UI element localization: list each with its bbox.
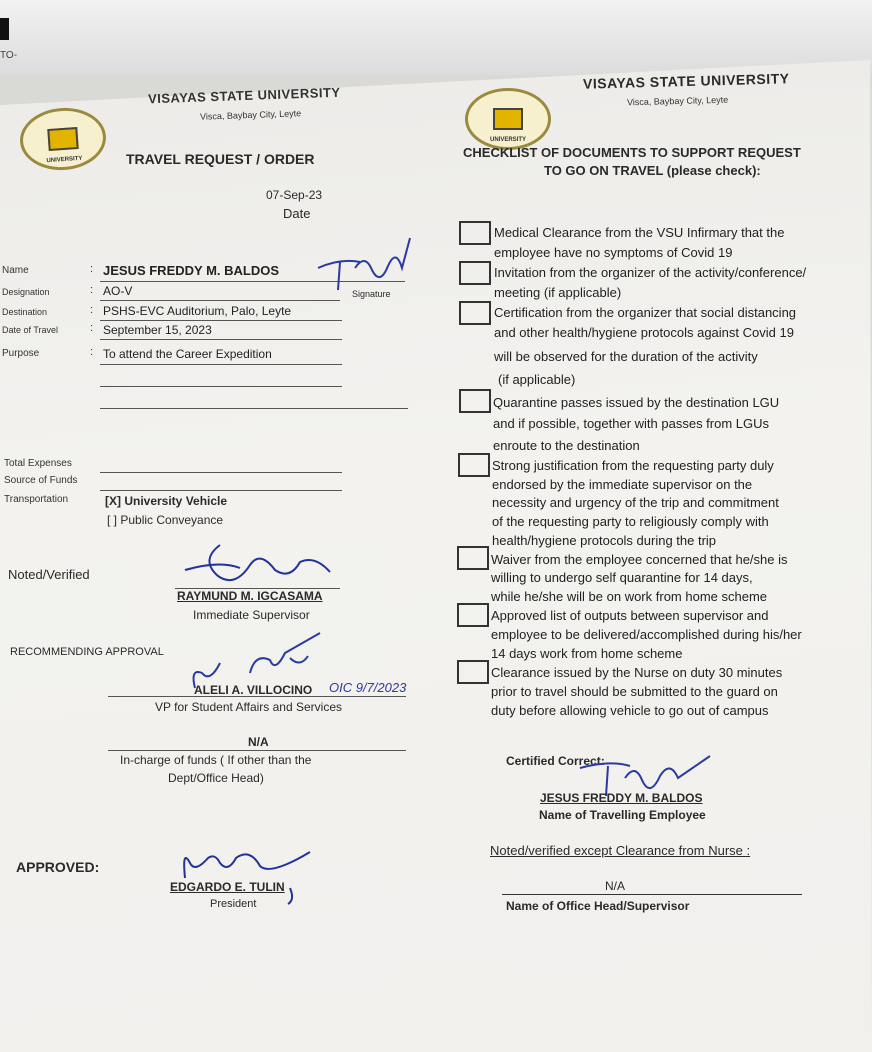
checklist-item-8-line-3: duty before allowing vehicle to go out of campus	[491, 703, 769, 718]
vp-handwritten-note: OIC 9/7/2023	[329, 680, 407, 695]
checkbox-strong-justification[interactable]	[458, 453, 490, 477]
transportation-label: Transportation	[4, 494, 69, 505]
date-value: 07-Sep-23	[266, 188, 323, 202]
background-page-strip	[0, 0, 872, 75]
page-fragment-text: TO-	[0, 50, 18, 61]
colon: :	[90, 284, 94, 296]
checklist-item-4-line-1: Quarantine passes issued by the destination LGU	[493, 395, 780, 410]
form-title: TRAVEL REQUEST / ORDER	[126, 151, 315, 167]
checklist-item-5-line-2: endorsed by the immediate supervisor on the	[492, 477, 753, 492]
checklist-item-7-line-1: Approved list of outputs between supervisor and	[491, 608, 769, 623]
noted-except-nurse: Noted/verified except Clearance from Nurse :	[490, 843, 751, 858]
checklist-item-4-line-3: enroute to the destination	[493, 438, 640, 453]
right-university-name: VISAYAS STATE UNIVERSITY	[582, 70, 790, 92]
funds-label-line-2: Dept/Office Head)	[168, 771, 264, 785]
checklist-item-2-line-1: Invitation from the organizer of the activity/conference/	[494, 265, 807, 280]
checklist-item-3-line-1: Certification from the organizer that social distancing	[494, 305, 797, 320]
applicant-signature-icon	[310, 228, 420, 298]
certified-title: Name of Travelling Employee	[539, 808, 706, 822]
supervisor-title: Immediate Supervisor	[193, 608, 310, 622]
colon: :	[90, 346, 94, 358]
purpose-underline-3	[100, 408, 408, 409]
checkbox-invitation[interactable]	[459, 261, 491, 285]
checklist-title-line-1: CHECKLIST OF DOCUMENTS TO SUPPORT REQUEST	[463, 145, 801, 160]
source-of-funds-underline	[100, 490, 342, 491]
colon: :	[90, 322, 94, 334]
designation-value: AO-V	[103, 284, 133, 298]
checkbox-medical-clearance[interactable]	[459, 221, 491, 245]
checklist-item-1-line-1: Medical Clearance from the VSU Infirmary that the	[494, 225, 785, 240]
total-expenses-underline	[100, 472, 342, 473]
certified-correct-label: Certified Correct:	[506, 754, 605, 768]
left-university-location: Visca, Baybay City, Leyte	[199, 108, 302, 122]
checklist-item-5-line-3: necessity and urgency of the trip and commitment	[492, 495, 779, 510]
right-university-location: Visca, Baybay City, Leyte	[626, 94, 729, 108]
checklist-item-6-line-2: willing to undergo self quarantine for 14 days,	[491, 570, 753, 585]
checklist-item-7-line-3: 14 days work from home scheme	[491, 646, 683, 661]
office-head-value: N/A	[605, 879, 626, 893]
checklist-item-3-line-4: (if applicable)	[498, 372, 576, 387]
vp-name: ALELI A. VILLOCINO	[194, 683, 313, 697]
funds-value: N/A	[248, 735, 269, 749]
funds-line	[108, 750, 406, 751]
checklist-item-1-line-2: employee have no symptoms of Covid 19	[494, 245, 733, 260]
certified-name: JESUS FREDDY M. BALDOS	[540, 791, 703, 805]
recommending-approval-label: RECOMMENDING APPROVAL	[10, 646, 164, 658]
university-seal-icon: UNIVERSITY	[465, 88, 551, 150]
designation-underline	[100, 300, 340, 301]
checkbox-nurse-clearance[interactable]	[457, 660, 489, 684]
checklist-item-6-line-3: while he/she will be on work from home scheme	[491, 589, 768, 604]
checklist-item-7-line-2: employee to be delivered/accomplished during his/her	[491, 627, 802, 642]
checkbox-waiver[interactable]	[457, 546, 489, 570]
designation-label: Designation	[2, 287, 50, 297]
office-head-title: Name of Office Head/Supervisor	[506, 899, 690, 913]
transport-option-university-vehicle: [X] University Vehicle	[105, 494, 228, 508]
checklist-item-5-line-1: Strong justification from the requesting party duly	[492, 458, 774, 473]
destination-label: Destination	[2, 307, 48, 317]
checklist-item-8-line-1: Clearance issued by the Nurse on duty 30 minutes	[491, 665, 783, 680]
purpose-label: Purpose	[2, 348, 40, 359]
name-value: JESUS FREDDY M. BALDOS	[103, 263, 280, 278]
university-seal-icon: UNIVERSITY	[18, 105, 108, 173]
purpose-underline	[100, 364, 342, 365]
checklist-title-line-2: TO GO ON TRAVEL (please check):	[544, 163, 761, 178]
colon: :	[90, 304, 94, 316]
president-name: EDGARDO E. TULIN	[170, 880, 285, 894]
checkbox-certification[interactable]	[459, 301, 491, 325]
checkbox-quarantine-passes[interactable]	[459, 389, 491, 413]
source-of-funds-label: Source of Funds	[4, 475, 78, 486]
purpose-underline-2	[100, 386, 342, 387]
date-of-travel-label: Date of Travel	[2, 325, 59, 335]
left-university-name: VISAYAS STATE UNIVERSITY	[147, 84, 341, 107]
checklist-item-5-line-5: health/hygiene protocols during the trip	[492, 533, 717, 548]
checkbox-approved-outputs[interactable]	[457, 603, 489, 627]
destination-value: PSHS-EVC Auditorium, Palo, Leyte	[103, 304, 292, 318]
date-of-travel-underline	[100, 339, 342, 340]
purpose-value: To attend the Career Expedition	[103, 347, 272, 361]
signature-label: Signature	[352, 289, 391, 299]
date-of-travel-value: September 15, 2023	[103, 323, 212, 337]
funds-label-line-1: In-charge of funds ( If other than the	[120, 753, 312, 767]
president-title: President	[210, 898, 257, 910]
checklist-item-4-line-2: and if possible, together with passes from LGUs	[493, 416, 770, 431]
colon: :	[90, 263, 94, 275]
vp-title: VP for Student Affairs and Services	[155, 700, 342, 714]
approved-label: APPROVED:	[16, 859, 100, 875]
checklist-item-2-line-2: meeting (if applicable)	[494, 285, 622, 300]
noted-verified-label: Noted/Verified	[8, 567, 90, 582]
supervisor-name: RAYMUND M. IGCASAMA	[177, 589, 323, 603]
checklist-item-3-line-3: will be observed for the duration of the activity	[494, 349, 758, 364]
date-label: Date	[283, 206, 311, 221]
checklist-item-5-line-4: of the requesting party to religiously comply with	[492, 514, 769, 529]
destination-underline	[100, 320, 342, 321]
checklist-item-8-line-2: prior to travel should be submitted to the guard on	[491, 684, 778, 699]
checklist-item-3-line-2: and other health/hygiene protocols against Covid 19	[494, 325, 794, 340]
total-expenses-label: Total Expenses	[4, 458, 72, 469]
checklist-item-6-line-1: Waiver from the employee concerned that he/she is	[491, 552, 788, 567]
name-label: Name	[2, 265, 29, 276]
office-head-line	[502, 894, 802, 895]
binder-clip-mark	[0, 18, 9, 40]
transport-option-public-conveyance: [ ] Public Conveyance	[107, 513, 224, 527]
